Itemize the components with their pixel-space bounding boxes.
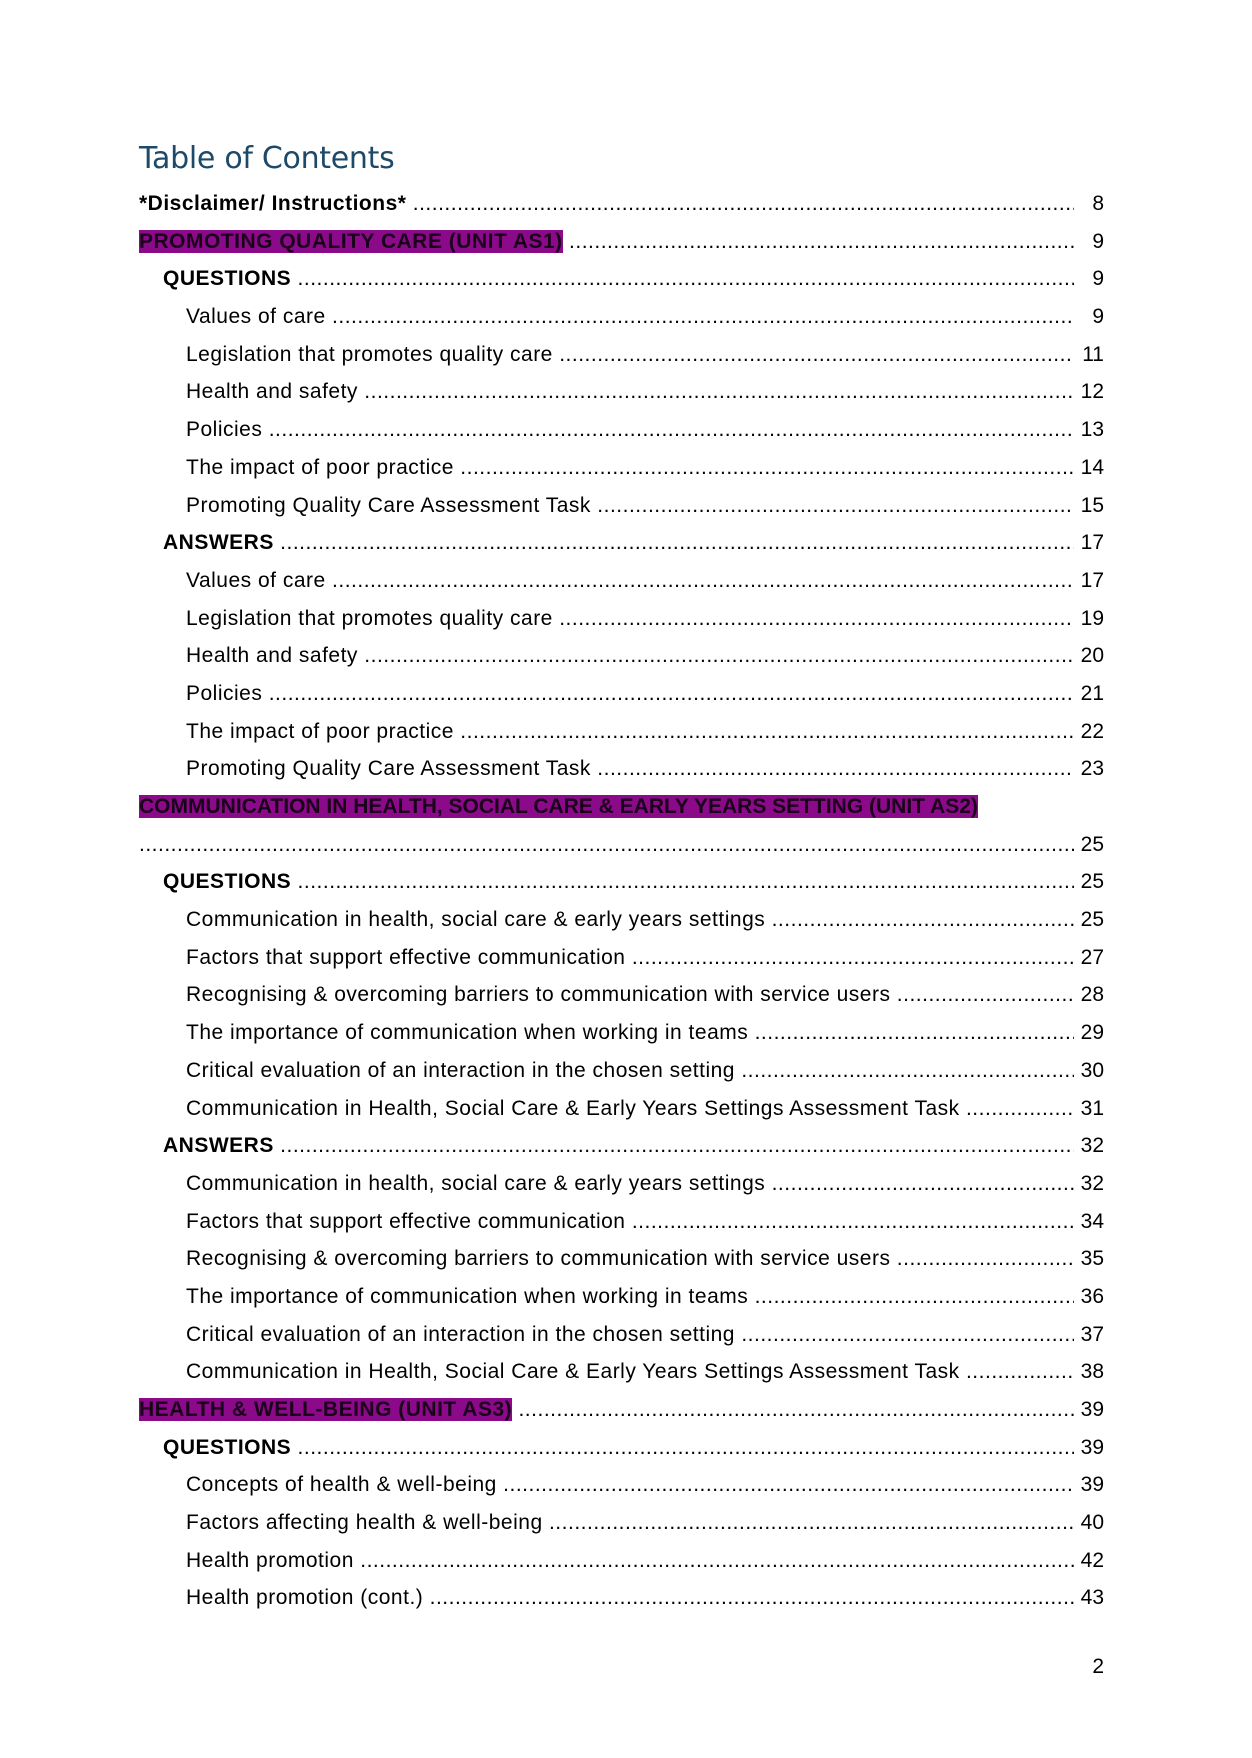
- toc-entry[interactable]: [139, 939, 1104, 977]
- toc-entry-text: Health promotion: [186, 1548, 354, 1572]
- toc-entry-text: Policies: [186, 418, 263, 442]
- toc-entry-page: 39: [1079, 1429, 1104, 1467]
- toc-entry-page: 8: [1090, 185, 1104, 223]
- toc-entry[interactable]: [139, 1052, 1104, 1090]
- toc-entry-page: 39: [1079, 1466, 1104, 1504]
- toc-entry-text: QUESTIONS: [163, 1435, 292, 1459]
- toc-entry-questions[interactable]: [139, 863, 1104, 901]
- toc-entry-page: 34: [1079, 1203, 1104, 1241]
- toc-entry[interactable]: [139, 1278, 1104, 1316]
- toc-entry-text: Factors affecting health & well-being: [186, 1511, 543, 1535]
- toc-entry-page: 43: [1079, 1579, 1104, 1617]
- toc-entry[interactable]: [139, 562, 1104, 600]
- toc-entry-page: 36: [1079, 1278, 1104, 1316]
- toc-entry-text: QUESTIONS: [163, 870, 292, 894]
- toc-entry-text: ANSWERS: [163, 531, 274, 555]
- toc-entry-text: COMMUNICATION IN HEALTH, SOCIAL CARE & EARLY YEARS SETTING (UNIT AS2): [139, 795, 978, 818]
- toc-entry[interactable]: [139, 1165, 1104, 1203]
- toc-entry-text: Critical evaluation of an interaction in the chosen setting: [186, 1058, 735, 1082]
- toc-entry-text: ANSWERS: [163, 1134, 274, 1158]
- toc-entry-page: 28: [1079, 976, 1104, 1014]
- toc-entry-page: 15: [1079, 487, 1104, 525]
- page-number: 2: [1092, 1655, 1104, 1678]
- toc-entry[interactable]: [139, 411, 1104, 449]
- toc-entry[interactable]: [139, 1579, 1104, 1617]
- toc-entry-page: 32: [1079, 1127, 1104, 1165]
- toc-entry-text: PROMOTING QUALITY CARE (UNIT AS1): [139, 229, 563, 253]
- toc-entry-text: Communication in Health, Social Care & Early Years Settings Assessment Task: [186, 1360, 960, 1384]
- toc-entry-text: Factors that support effective communication: [186, 1209, 626, 1233]
- toc-entry[interactable]: [139, 487, 1104, 525]
- toc-entry-text: HEALTH & WELL-BEING (UNIT AS3): [139, 1398, 513, 1422]
- toc-entry-unit-as3[interactable]: [139, 1391, 1104, 1429]
- toc-entry-page: 9: [1090, 298, 1104, 336]
- toc-entry-text: Health and safety: [186, 644, 358, 668]
- toc-entry-page: 42: [1079, 1542, 1104, 1580]
- toc-entry-text: The importance of communication when working in teams: [186, 1021, 749, 1045]
- toc-entry[interactable]: [139, 713, 1104, 751]
- toc-entry-page: 20: [1079, 637, 1104, 675]
- toc-entry-answers[interactable]: [139, 524, 1104, 562]
- toc-entry-page: 11: [1080, 336, 1104, 374]
- toc-entry[interactable]: [139, 1014, 1104, 1052]
- toc-entry[interactable]: [139, 1090, 1104, 1128]
- toc-entry-page: 12: [1079, 373, 1104, 411]
- toc-list: [139, 185, 1104, 1617]
- toc-entry-text: *Disclaimer/ Instructions*: [139, 192, 407, 215]
- toc-entry-answers[interactable]: [139, 1127, 1104, 1165]
- toc-entry-page: 35: [1079, 1240, 1104, 1278]
- toc-entry-unit-as2[interactable]: [139, 788, 1104, 863]
- toc-entry-page: 31: [1079, 1090, 1104, 1128]
- toc-entry-page: 25: [1079, 901, 1104, 939]
- toc-title: Table of Contents: [139, 141, 395, 176]
- toc-entry-page: 25: [1079, 863, 1104, 901]
- toc-entry-text: The importance of communication when working in teams: [186, 1284, 749, 1308]
- toc-entry-text: Values of care: [186, 568, 326, 592]
- toc-entry-text: Health promotion (cont.): [186, 1586, 424, 1610]
- toc-entry-page: 17: [1079, 524, 1104, 562]
- toc-entry-text: Factors that support effective communication: [186, 945, 626, 969]
- toc-entry[interactable]: [139, 1504, 1104, 1542]
- toc-entry[interactable]: [139, 336, 1104, 374]
- toc-entry-page: 9: [1090, 260, 1104, 298]
- toc-entry-page: 27: [1079, 939, 1104, 977]
- toc-entry[interactable]: [139, 1203, 1104, 1241]
- toc-entry-text: Health and safety: [186, 380, 358, 404]
- toc-entry-text: Promoting Quality Care Assessment Task: [186, 757, 591, 781]
- toc-entry-page: 37: [1079, 1316, 1104, 1354]
- toc-entry-page: 14: [1079, 449, 1104, 487]
- toc-entry-unit-as1[interactable]: [139, 223, 1104, 261]
- toc-entry-page: 32: [1079, 1165, 1104, 1203]
- toc-entry-page: 23: [1079, 750, 1104, 788]
- toc-entry-page: 39: [1079, 1391, 1104, 1429]
- toc-entry-text: Policies: [186, 681, 263, 705]
- toc-entry-page: 9: [1090, 223, 1104, 261]
- toc-entry[interactable]: [139, 901, 1104, 939]
- toc-entry-page: 40: [1079, 1504, 1104, 1542]
- toc-entry-page: 29: [1079, 1014, 1104, 1052]
- toc-entry-text: Concepts of health & well-being: [186, 1473, 497, 1497]
- toc-entry-disclaimer[interactable]: [139, 185, 1104, 223]
- toc-entry-text: Communication in health, social care & early years settings: [186, 1171, 766, 1195]
- toc-entry[interactable]: [139, 449, 1104, 487]
- toc-entry[interactable]: [139, 1240, 1104, 1278]
- toc-entry-text: The impact of poor practice: [186, 455, 454, 479]
- toc-entry-text: Legislation that promotes quality care: [186, 342, 553, 366]
- toc-entry[interactable]: [139, 600, 1104, 638]
- toc-entry-text: Critical evaluation of an interaction in the chosen setting: [186, 1322, 735, 1346]
- toc-entry-text: Legislation that promotes quality care: [186, 606, 553, 630]
- toc-entry[interactable]: [139, 298, 1104, 336]
- toc-entry-page: 17: [1079, 562, 1104, 600]
- toc-entry[interactable]: [139, 1466, 1104, 1504]
- toc-entry-page: 25: [1079, 826, 1104, 864]
- toc-entry-questions[interactable]: [139, 1429, 1104, 1467]
- toc-entry-page: 13: [1079, 411, 1104, 449]
- toc-entry-text: Communication in health, social care & early years settings: [186, 908, 766, 932]
- toc-entry[interactable]: [139, 976, 1104, 1014]
- toc-entry-text: Values of care: [186, 305, 326, 329]
- toc-entry[interactable]: [139, 637, 1104, 675]
- toc-entry[interactable]: [139, 373, 1104, 411]
- toc-entry-page: 22: [1079, 713, 1104, 751]
- toc-entry-questions[interactable]: [139, 260, 1104, 298]
- toc-entry[interactable]: [139, 1353, 1104, 1391]
- toc-entry-text: Recognising & overcoming barriers to communication with service users: [186, 1247, 891, 1271]
- toc-entry-page: 30: [1079, 1052, 1104, 1090]
- toc-entry[interactable]: [139, 675, 1104, 713]
- toc-entry-text: Communication in Health, Social Care & Early Years Settings Assessment Task: [186, 1096, 960, 1120]
- toc-entry-text: Recognising & overcoming barriers to communication with service users: [186, 983, 891, 1007]
- toc-entry-page: 19: [1079, 600, 1104, 638]
- toc-entry-text: Promoting Quality Care Assessment Task: [186, 493, 591, 517]
- toc-entry[interactable]: [139, 1316, 1104, 1354]
- toc-entry-text: QUESTIONS: [163, 267, 292, 291]
- toc-entry[interactable]: [139, 750, 1104, 788]
- toc-entry[interactable]: [139, 1542, 1104, 1580]
- toc-entry-text: The impact of poor practice: [186, 719, 454, 743]
- toc-entry-page: 21: [1079, 675, 1104, 713]
- toc-entry-page: 38: [1079, 1353, 1104, 1391]
